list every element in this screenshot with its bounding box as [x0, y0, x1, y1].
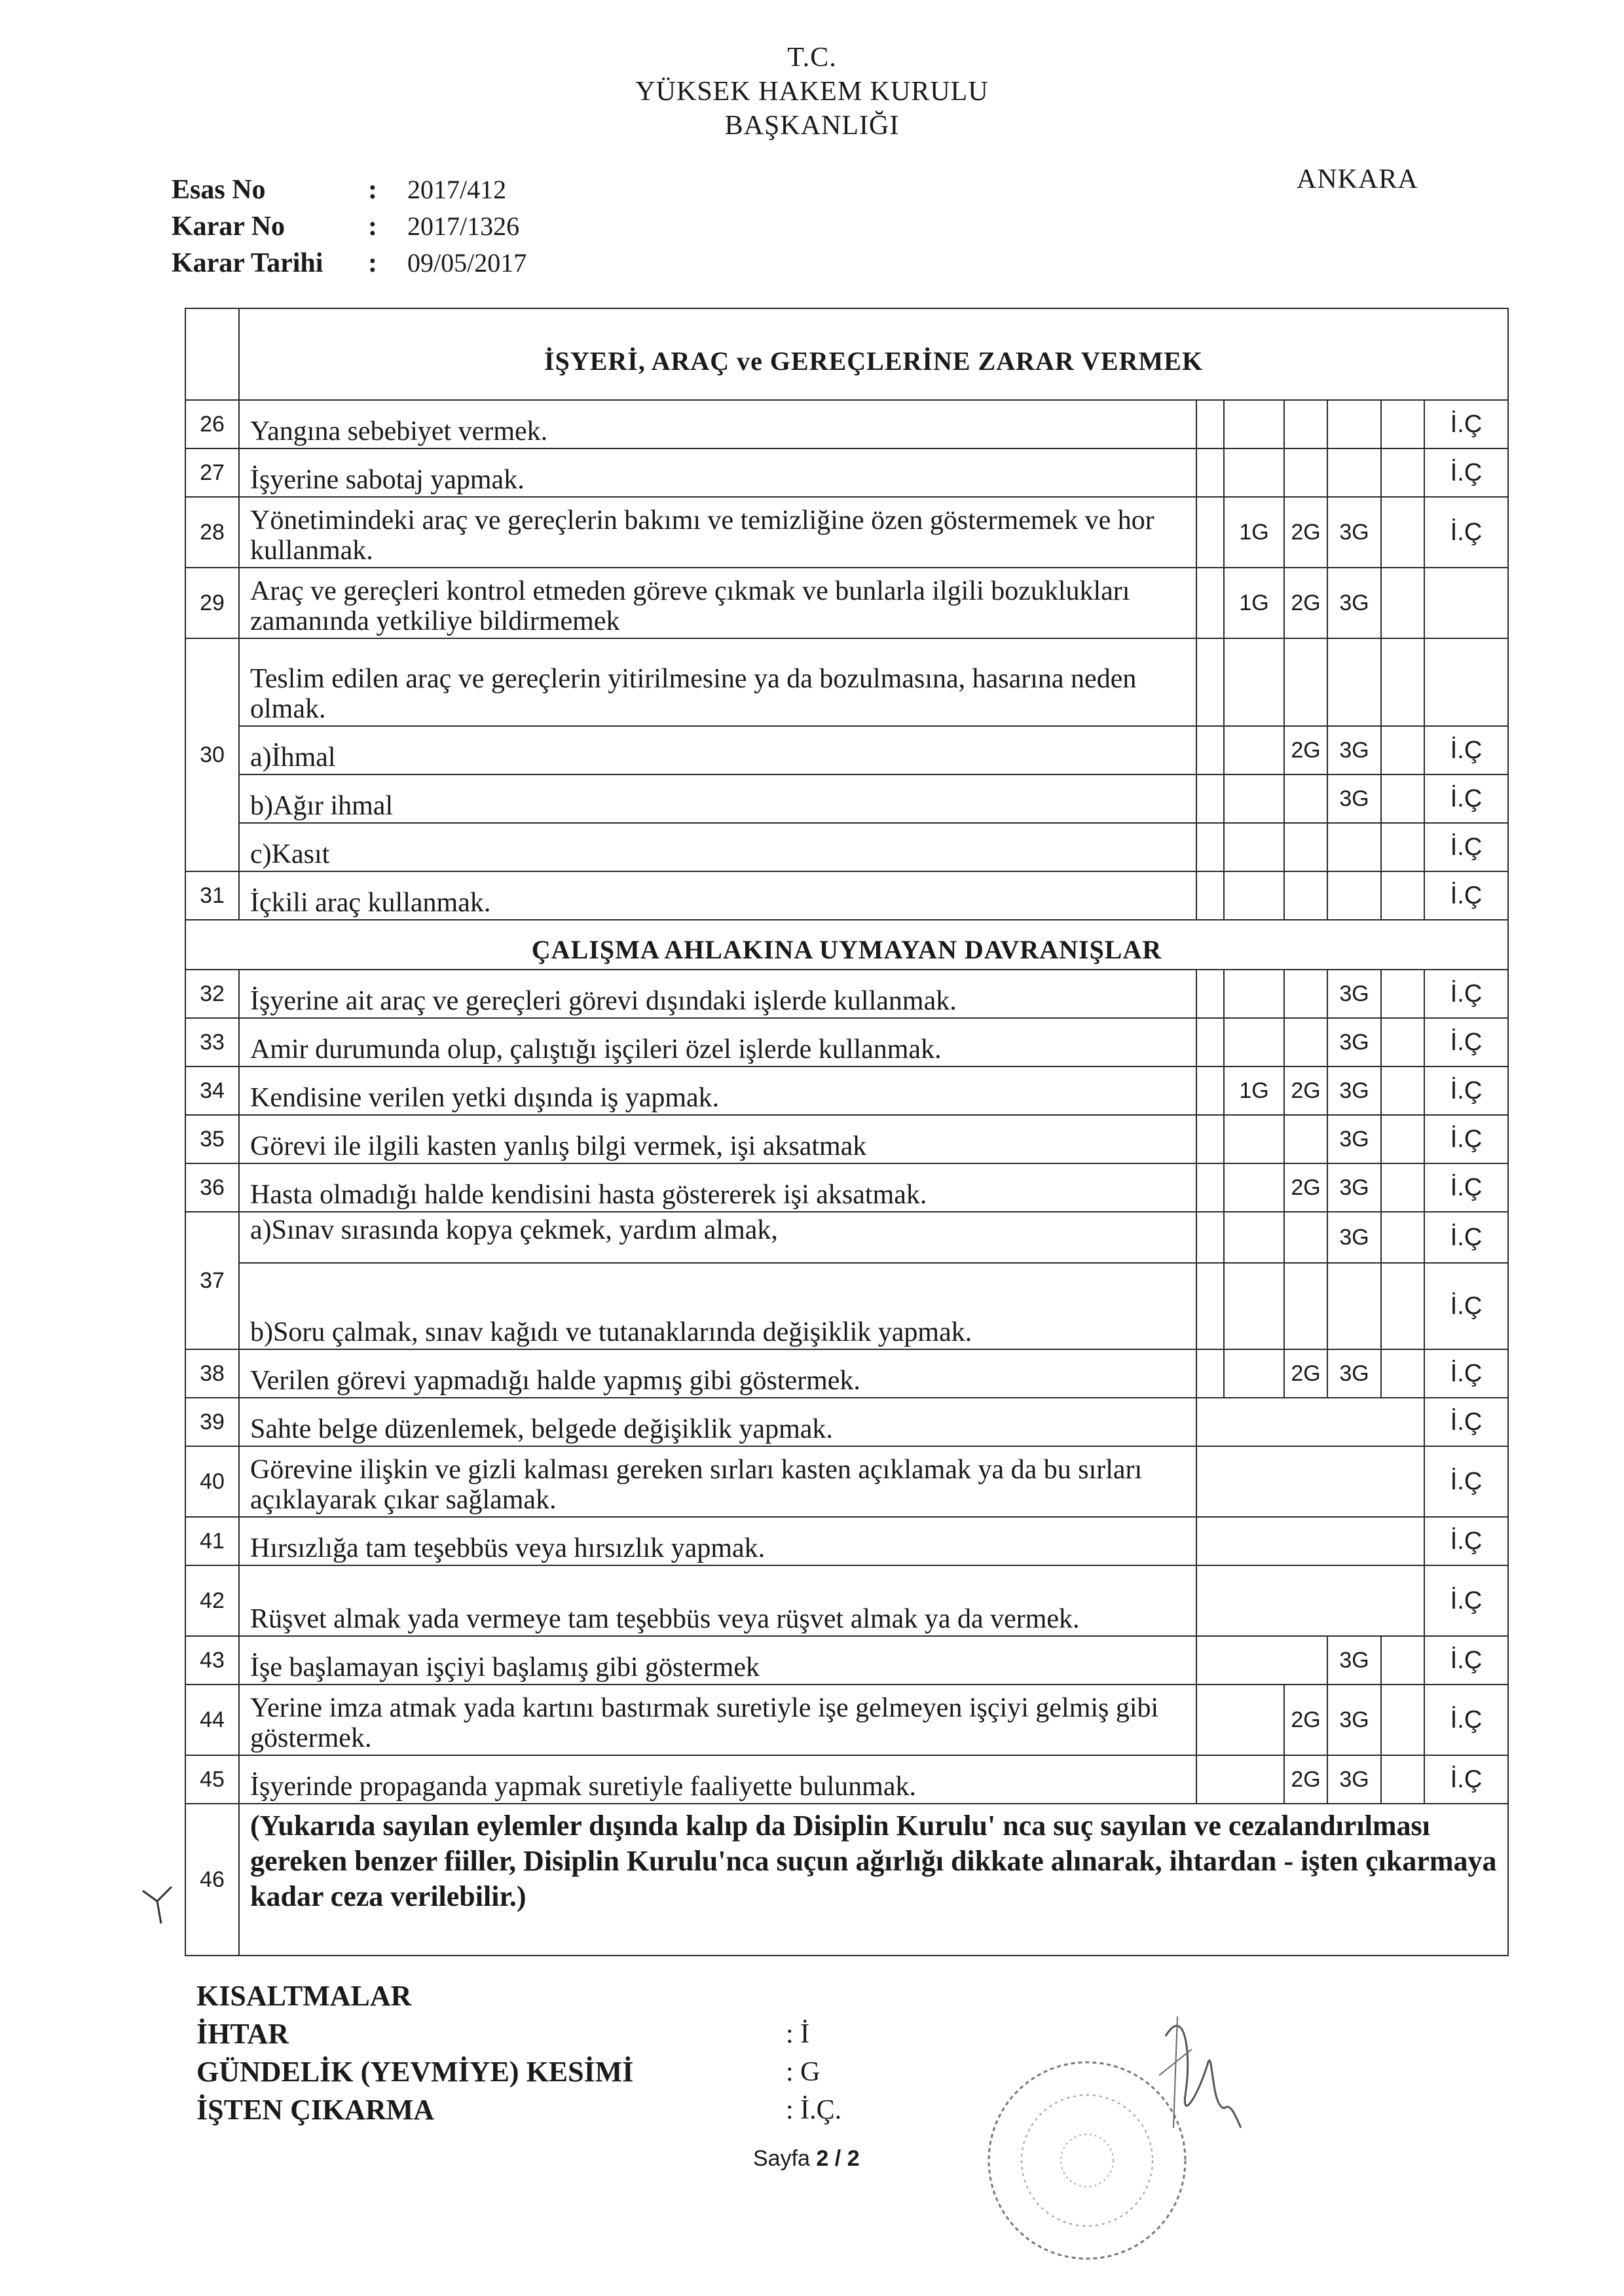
case-meta [172, 172, 526, 282]
row-description: İşyerinde propaganda yapmak suretiyle faaliyette bulunmak. [239, 1755, 1196, 1804]
table-subrow [185, 774, 1508, 823]
penalty-2g: 2G [1284, 1349, 1327, 1398]
meta-colon: : [368, 175, 377, 205]
table-subrow [185, 726, 1508, 774]
discipline-table [185, 308, 1509, 1956]
table-row [185, 1066, 1508, 1115]
section-blank-cell [185, 308, 239, 400]
meta-label: Karar No [172, 211, 286, 242]
penalty-dismissal: İ.Ç [1424, 823, 1508, 871]
abbreviation-row [196, 2053, 841, 2091]
row-description: Kendisine verilen yetki dışında iş yapmak. [239, 1066, 1196, 1115]
row-number: 43 [185, 1636, 239, 1685]
table-row [185, 1517, 1508, 1565]
penalty-dismissal: İ.Ç [1424, 871, 1508, 920]
meta-value: 09/05/2017 [407, 248, 527, 278]
header-institution: YÜKSEK HAKEM KURULU [635, 77, 989, 107]
penalty-3g: 3G [1327, 1066, 1381, 1115]
page-number [753, 2146, 860, 2172]
row-number: 39 [185, 1398, 239, 1446]
penalty-dismissal: İ.Ç [1424, 497, 1508, 568]
row-number: 31 [185, 871, 239, 920]
penalty-dismissal: İ.Ç [1424, 400, 1508, 448]
penalty-2g: 2G [1284, 1066, 1327, 1115]
abbreviation-label: İŞTEN ÇIKARMA [196, 2094, 435, 2126]
row-number: 33 [185, 1018, 239, 1066]
page-separator: / [834, 2146, 841, 2171]
row-description: Teslim edilen araç ve gereçlerin yitirilmesine ya da bozulmasına, hasarına neden olmak. [239, 638, 1196, 726]
penalty-dismissal: İ.Ç [1424, 1755, 1508, 1804]
table-row [185, 970, 1508, 1018]
row-number: 40 [185, 1446, 239, 1517]
row-description: İşyerine ait araç ve gereçleri görevi dışındaki işlerde kullanmak. [239, 970, 1196, 1018]
row-description: Araç ve gereçleri kontrol etmeden göreve çıkmak ve bunlarla ilgili bozuklukları zamanında yetkiliye bildirmemek [239, 568, 1196, 638]
table-row [185, 1212, 1508, 1263]
row-number: 26 [185, 400, 239, 448]
meta-value: 2017/1326 [407, 211, 520, 241]
handwritten-mark [138, 1879, 177, 1931]
table-subrow [185, 823, 1508, 871]
row-description: Rüşvet almak yada vermeye tam teşebbüs veya rüşvet almak ya da vermek. [239, 1565, 1196, 1636]
row-number: 46 [185, 1804, 239, 1956]
table-row [185, 1349, 1508, 1398]
table-row [185, 1755, 1508, 1804]
penalty-3g: 3G [1327, 1755, 1381, 1804]
penalty-3g: 3G [1327, 1636, 1381, 1685]
row-number: 35 [185, 1115, 239, 1163]
row-description: Görevine ilişkin ve gizli kalması gereken sırları kasten açıklamak ya da bu sırları açıklayarak çıkar sağlamak. [239, 1446, 1196, 1517]
page-label: Sayfa [753, 2146, 810, 2171]
row-number: 45 [185, 1755, 239, 1804]
table-row [185, 1565, 1508, 1636]
row-number: 34 [185, 1066, 239, 1115]
meta-colon: : [368, 248, 377, 278]
page-current: 2 [816, 2146, 829, 2171]
penalty-2g: 2G [1284, 726, 1327, 774]
meta-label: Esas No [172, 175, 266, 205]
penalty-dismissal: İ.Ç [1424, 1066, 1508, 1115]
penalty-3g: 3G [1327, 1212, 1381, 1263]
table-row [185, 400, 1508, 448]
penalty-dismissal: İ.Ç [1424, 1685, 1508, 1755]
abbreviation-row [196, 2015, 841, 2053]
city-label: ANKARA [1297, 164, 1418, 194]
abbreviations-block [196, 1977, 841, 2129]
penalty-3g: 3G [1327, 1349, 1381, 1398]
table-row [185, 1446, 1508, 1517]
section-heading: İŞYERİ, ARAÇ ve GEREÇLERİNE ZARAR VERMEK [239, 308, 1508, 400]
row-number: 29 [185, 568, 239, 638]
penalty-3g: 3G [1327, 497, 1381, 568]
table-row [185, 497, 1508, 568]
penalty-dismissal: İ.Ç [1424, 1349, 1508, 1398]
table-row [185, 638, 1508, 726]
official-seal-and-signature [969, 1997, 1244, 2272]
row-number: 32 [185, 970, 239, 1018]
row-number: 28 [185, 497, 239, 568]
table-row [185, 448, 1508, 497]
penalty-dismissal: İ.Ç [1424, 448, 1508, 497]
penalty-2g: 2G [1284, 568, 1327, 638]
penalty-2g: 2G [1284, 1755, 1327, 1804]
page-total: 2 [847, 2146, 860, 2171]
meta-value: 2017/412 [407, 175, 507, 204]
penalty-3g: 3G [1327, 1115, 1381, 1163]
subrow-description: a)Sınav sırasında kopya çekmek, yardım almak, [239, 1212, 1196, 1263]
row-number: 38 [185, 1349, 239, 1398]
table-row [185, 1398, 1508, 1446]
row-description: Yönetimindeki araç ve gereçlerin bakımı ve temizliğine özen göstermemek ve hor kullanmak. [239, 497, 1196, 568]
table-row [185, 1685, 1508, 1755]
abbreviation-row [196, 2091, 841, 2129]
row-number: 42 [185, 1565, 239, 1636]
row-description: (Yukarıda sayılan eylemler dışında kalıp da Disiplin Kurulu' nca suç sayılan ve cezalandırılması gereken benzer fiiller, Disiplin Kurulu'nca suçun ağırlığı dikkate alınarak, ihtardan - işten çıkarmaya kadar ceza verilebilir.) [239, 1804, 1508, 1956]
penalty-dismissal: İ.Ç [1424, 1517, 1508, 1565]
table-row [185, 871, 1508, 920]
meta-colon: : [368, 211, 377, 242]
document-header [0, 41, 1624, 143]
penalty-3g: 3G [1327, 774, 1381, 823]
table-row [185, 1115, 1508, 1163]
table-row [185, 1636, 1508, 1685]
subrow-description: a)İhmal [239, 726, 1196, 774]
row-description: Amir durumunda olup, çalıştığı işçileri özel işlerde kullanmak. [239, 1018, 1196, 1066]
subrow-description: c)Kasıt [239, 823, 1196, 871]
penalty-1g: 1G [1224, 1066, 1284, 1115]
penalty-dismissal: İ.Ç [1424, 726, 1508, 774]
table-row [185, 1018, 1508, 1066]
penalty-2g: 2G [1284, 497, 1327, 568]
row-description: Verilen görevi yapmadığı halde yapmış gibi göstermek. [239, 1349, 1196, 1398]
penalty-dismissal: İ.Ç [1424, 1446, 1508, 1517]
table-row [185, 1804, 1508, 1956]
header-tc: T.C. [787, 43, 837, 73]
abbreviations-title: KISALTMALAR [196, 1980, 412, 2012]
abbreviation-value: : İ [786, 2019, 810, 2049]
penalty-3g: 3G [1327, 1163, 1381, 1212]
meta-row-tarih [172, 245, 526, 282]
penalty-dismissal: İ.Ç [1424, 1018, 1508, 1066]
row-number: 41 [185, 1517, 239, 1565]
meta-row-karar [172, 208, 526, 245]
penalty-dismissal: İ.Ç [1424, 1398, 1508, 1446]
abbreviation-value: : İ.Ç. [786, 2095, 842, 2125]
penalty-dismissal: İ.Ç [1424, 774, 1508, 823]
subrow-description: b)Ağır ihmal [239, 774, 1196, 823]
table-subrow [185, 1263, 1508, 1349]
penalty-dismissal: İ.Ç [1424, 970, 1508, 1018]
row-description: İçkili araç kullanmak. [239, 871, 1196, 920]
row-number: 44 [185, 1685, 239, 1755]
penalty-3g: 3G [1327, 1685, 1381, 1755]
row-description: Yangına sebebiyet vermek. [239, 400, 1196, 448]
subrow-description: b)Soru çalmak, sınav kağıdı ve tutanaklarında değişiklik yapmak. [239, 1263, 1196, 1349]
section-heading: ÇALIŞMA AHLAKINA UYMAYAN DAVRANIŞLAR [185, 920, 1508, 970]
abbreviation-label: İHTAR [196, 2018, 289, 2050]
penalty-dismissal: İ.Ç [1424, 1636, 1508, 1685]
penalty-dismissal: İ.Ç [1424, 1115, 1508, 1163]
row-number: 27 [185, 448, 239, 497]
penalty-3g: 3G [1327, 1018, 1381, 1066]
table-row [185, 1163, 1508, 1212]
row-description: Hasta olmadığı halde kendisini hasta göstererek işi aksatmak. [239, 1163, 1196, 1212]
penalty-3g: 3G [1327, 970, 1381, 1018]
penalty-1g: 1G [1224, 568, 1284, 638]
abbreviation-value: : G [786, 2057, 821, 2087]
penalty-dismissal: İ.Ç [1424, 1212, 1508, 1263]
header-presidency: BAŞKANLIĞI [724, 111, 900, 141]
penalty-2g: 2G [1284, 1163, 1327, 1212]
row-number: 36 [185, 1163, 239, 1212]
row-description: İşe başlamayan işçiyi başlamış gibi göstermek [239, 1636, 1196, 1685]
abbreviation-label: GÜNDELİK (YEVMİYE) KESİMİ [196, 2056, 634, 2088]
penalty-dismissal: İ.Ç [1424, 1263, 1508, 1349]
penalty-dismissal: İ.Ç [1424, 1565, 1508, 1636]
penalty-1g: 1G [1224, 497, 1284, 568]
penalty-dismissal: İ.Ç [1424, 1163, 1508, 1212]
penalty-3g: 3G [1327, 726, 1381, 774]
row-number: 30 [185, 638, 239, 871]
row-description: Görevi ile ilgili kasten yanlış bilgi vermek, işi aksatmak [239, 1115, 1196, 1163]
penalty-3g: 3G [1327, 568, 1381, 638]
penalty-2g: 2G [1284, 1685, 1327, 1755]
table-row [185, 568, 1508, 638]
meta-label: Karar Tarihi [172, 248, 323, 278]
row-description: Hırsızlığa tam teşebbüs veya hırsızlık yapmak. [239, 1517, 1196, 1565]
row-description: İşyerine sabotaj yapmak. [239, 448, 1196, 497]
meta-row-esas [172, 172, 526, 208]
row-description: Sahte belge düzenlemek, belgede değişiklik yapmak. [239, 1398, 1196, 1446]
row-description: Yerine imza atmak yada kartını bastırmak suretiyle işe gelmeyen işçiyi gelmiş gibi göstermek. [239, 1685, 1196, 1755]
row-number: 37 [185, 1212, 239, 1349]
